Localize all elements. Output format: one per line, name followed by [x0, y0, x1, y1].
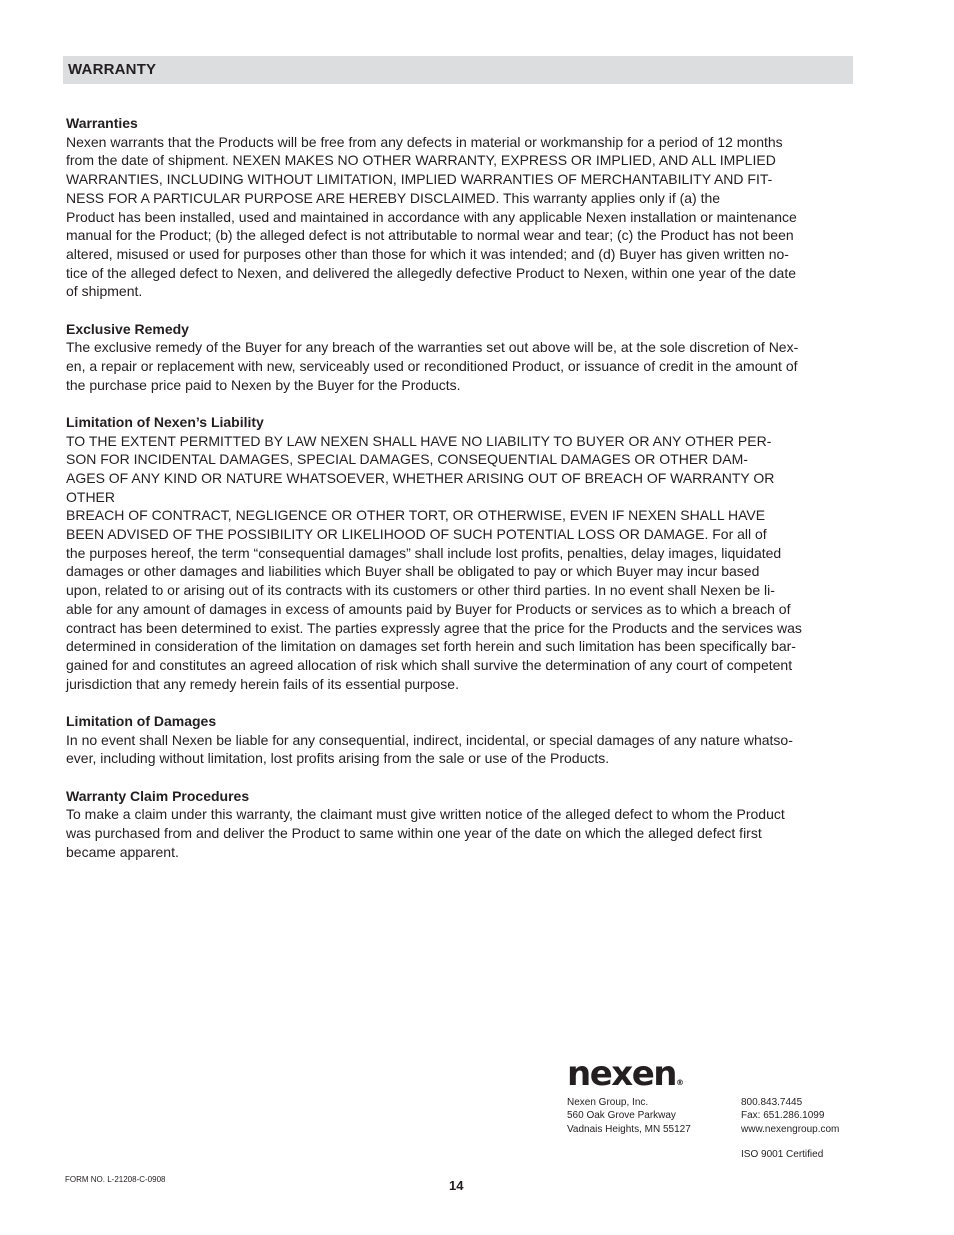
section-text — [66, 805, 852, 861]
text-line: from the date of shipment. NEXEN MAKES NO OTHER WARRANTY, EXPRESS OR IMPLIED, AND ALL IMPLIED — [66, 152, 776, 169]
company-address — [567, 1096, 691, 1136]
iso-certification: ISO 9001 Certified — [741, 1149, 824, 1160]
text-line: BREACH OF CONTRACT, NEGLIGENCE OR OTHER TORT, OR OTHERWISE, EVEN IF NEXEN SHALL HAVE — [66, 507, 766, 524]
document-body — [66, 114, 852, 880]
text-line: AGES OF ANY KIND OR NATURE WHATSOEVER, WHETHER ARISING OUT OF BREACH OF WARRANTY OR — [66, 469, 775, 486]
section-heading: Exclusive Remedy — [66, 320, 189, 337]
address-line: Vadnais Heights, MN 55127 — [567, 1123, 691, 1135]
address-line: 560 Oak Grove Parkway — [567, 1110, 676, 1122]
text-line: OTHER — [66, 488, 115, 505]
text-line: upon, related to or arising out of its contracts with its customers or other third parties. In no event shall Nexen be li- — [66, 582, 775, 599]
section-1 — [66, 320, 852, 395]
section-heading: Warranties — [66, 115, 138, 131]
section-text — [66, 133, 852, 301]
text-line: en, a repair or replacement with new, serviceably used or reconditioned Product, or issuance of credit in the amount of — [66, 357, 798, 374]
text-line: NESS FOR A PARTICULAR PURPOSE ARE HEREBY DISCLAIMED. This warranty applies only if (a) the — [66, 189, 721, 206]
text-line: jurisdiction that any remedy herein fails of its essential purpose. — [66, 675, 459, 692]
text-line: TO THE EXTENT PERMITTED BY LAW NEXEN SHALL HAVE NO LIABILITY TO BUYER OR ANY OTHER PER- — [66, 432, 772, 449]
section-title: WARRANTY — [68, 61, 157, 78]
page-number: 14 — [449, 1178, 464, 1193]
fax-number: Fax: 651.286.1099 — [741, 1110, 825, 1122]
address-line: Nexen Group, Inc. — [567, 1097, 649, 1108]
text-line: damages or other damages and liabilities which Buyer shall be obligated to pay or which Buyer may incur based — [66, 563, 760, 580]
text-line: determined in consideration of the limitation on damages set forth herein and such limitation has been specifically bar- — [66, 638, 796, 655]
section-0 — [66, 114, 852, 301]
section-heading: Limitation of Nexen’s Liability — [66, 413, 264, 430]
text-line: of shipment. — [66, 283, 143, 300]
section-text — [66, 432, 852, 694]
text-line: Nexen warrants that the Products will be free from any defects in material or workmanship for a period of 12 months — [66, 133, 783, 150]
section-heading: Warranty Claim Procedures — [66, 787, 250, 804]
text-line: was purchased from and deliver the Product to same within one year of the date on which the alleged defect first — [66, 824, 762, 841]
section-text — [66, 338, 852, 394]
text-line: Product has been installed, used and maintained in accordance with any applicable Nexen installation or maintenance — [66, 208, 797, 225]
text-line: the purposes hereof, the term “consequential damages” shall include lost profits, penalties, delay images, liquidated — [66, 544, 782, 561]
text-line: In no event shall Nexen be liable for any consequential, indirect, incidental, or special damages of any nature whatso- — [66, 731, 793, 748]
text-line: The exclusive remedy of the Buyer for any breach of the warranties set out above will be, at the sole discretion of Nex- — [66, 339, 799, 356]
section-text — [66, 731, 852, 768]
text-line: To make a claim under this warranty, the claimant must give written notice of the alleged defect to whom the Product — [66, 806, 785, 823]
text-line: able for any amount of damages in excess of amounts paid by Buyer for Products or services as to which a breach of — [66, 600, 791, 617]
section-2 — [66, 413, 852, 694]
section-heading: Limitation of Damages — [66, 712, 217, 729]
phone-number: 800.843.7445 — [741, 1097, 803, 1108]
section-3 — [66, 712, 852, 768]
section-header-bar — [63, 56, 853, 84]
company-contact — [741, 1096, 839, 1136]
text-line: the purchase price paid to Nexen by the Buyer for the Products. — [66, 376, 461, 393]
registered-mark: ® — [675, 1078, 684, 1087]
logo-text: nexen — [567, 1054, 676, 1094]
form-number: FORM NO. L-21208-C-0908 — [65, 1175, 166, 1184]
text-line: became apparent. — [66, 843, 179, 860]
text-line: contract has been determined to exist. The parties expressly agree that the price for the Products and the services was — [66, 619, 802, 636]
text-line: WARRANTIES, INCLUDING WITHOUT LIMITATION, IMPLIED WARRANTIES OF MERCHANTABILITY AND FIT- — [66, 171, 773, 188]
section-4 — [66, 787, 852, 862]
text-line: manual for the Product; (b) the alleged defect is not attributable to normal wear and tear; (c) the Product has not been — [66, 227, 794, 244]
text-line: SON FOR INCIDENTAL DAMAGES, SPECIAL DAMAGES, CONSEQUENTIAL DAMAGES OR OTHER DAM- — [66, 451, 748, 468]
text-line: altered, misused or used for purposes other than those for which it was intended; and (d) Buyer has given written no- — [66, 245, 789, 262]
website: www.nexengroup.com — [741, 1123, 840, 1135]
text-line: tice of the alleged defect to Nexen, and delivered the allegedly defective Product to Nexen, within one year of the date — [66, 264, 797, 281]
text-line: ever, including without limitation, lost profits arising from the sale or use of the Products. — [66, 750, 610, 767]
text-line: gained for and constitutes an agreed allocation of risk which shall survive the determination of any court of competent — [66, 656, 793, 673]
text-line: BEEN ADVISED OF THE POSSIBILITY OR LIKELIHOOD OF SUCH POTENTIAL LOSS OR DAMAGE. For all of — [66, 526, 767, 543]
